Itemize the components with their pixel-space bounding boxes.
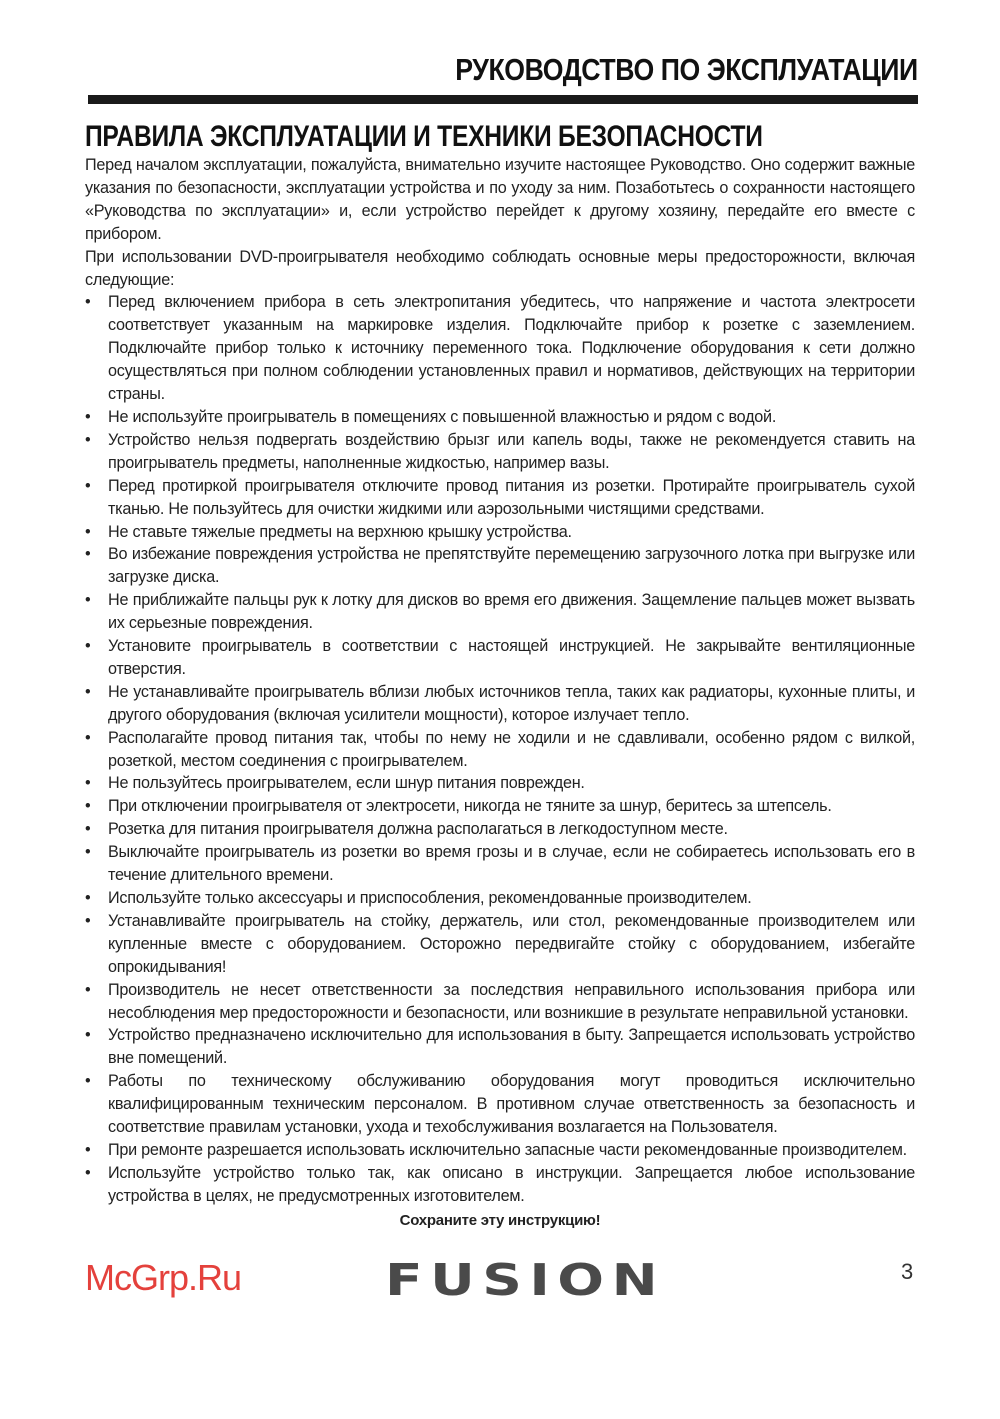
bullet-icon: • [85, 774, 91, 793]
bullet-icon: • [85, 545, 91, 564]
rule-item [85, 681, 915, 727]
rule-item [85, 543, 915, 589]
rule-text: Устанавливайте проигрыватель на стойку, держатель, или стол, рекомендованные производителем или купленные вместе с оборудованием. Осторожно передвигайте стойку с оборудованием, избегайте опрокидывания! [108, 911, 915, 976]
bullet-icon: • [85, 980, 91, 999]
bullet-icon: • [85, 1163, 91, 1182]
rule-text: Во избежание повреждения устройства не препятствуйте перемещению загрузочного лотка при выгрузке или загрузке диска. [108, 545, 915, 587]
page-footer [85, 1255, 915, 1315]
rule-item [85, 521, 915, 544]
bullet-icon: • [85, 911, 91, 930]
rule-text: Производитель не несет ответственности за последствия неправильного использования прибора или несоблюдения мер предосторожности и безопасности, или возникшие в результате неправильной установки. [108, 980, 915, 1022]
rule-text: Устройство нельзя подвергать воздействию брызг или капель воды, также не рекомендуется ставить на проигрыватель предметы, наполненные жидкостью, например вазы. [108, 430, 915, 472]
bullet-icon: • [85, 820, 91, 839]
rule-text: Перед протиркой проигрывателя отключите провод питания из розетки. Протирайте проигрыватель сухой тканью. Не пользуйтесь для очистки жидкими или аэрозольными чистящими средствами. [108, 476, 915, 518]
header-divider [88, 95, 918, 104]
rule-item [85, 818, 915, 841]
bullet-icon: • [85, 407, 91, 426]
rule-item [85, 887, 915, 910]
rule-text: Не ставьте тяжелые предметы на верхнюю крышку устройства. [108, 522, 572, 541]
bullet-icon: • [85, 843, 91, 862]
rule-text: Не используйте проигрыватель в помещениях с повышенной влажностью и рядом с водой. [108, 407, 777, 426]
bullet-icon: • [85, 430, 91, 449]
rule-item [85, 589, 915, 635]
bullet-icon: • [85, 728, 91, 747]
rule-item [85, 772, 915, 795]
rule-item [85, 1070, 915, 1139]
rule-item [85, 1139, 915, 1162]
rule-item [85, 910, 915, 979]
document-body [85, 154, 915, 1233]
rule-item [85, 429, 915, 475]
section-title: ПРАВИЛА ЭКСПЛУАТАЦИИ И ТЕХНИКИ БЕЗОПАСНОСТИ [85, 120, 763, 153]
rule-text: Не приближайте пальцы рук к лотку для дисков во время его движения. Защемление пальцев может вызвать их серьезные повреждения. [108, 591, 915, 633]
rule-text: Используйте устройство только так, как описано в инструкции. Запрещается любое использование устройства в целях, не предусмотренных изготовителем. [108, 1163, 915, 1205]
rule-item [85, 795, 915, 818]
rule-item [85, 635, 915, 681]
rule-text: Не пользуйтесь проигрывателем, если шнур питания поврежден. [108, 774, 585, 793]
fusion-logo: FUSION [385, 1254, 666, 1306]
rule-text: При отключении проигрывателя от электросети, никогда не тяните за шнур, беритесь за штепсель. [108, 797, 832, 816]
rule-item [85, 841, 915, 887]
intro-paragraph: При использовании DVD-проигрывателя необходимо соблюдать основные меры предосторожности, включая следующие: [85, 247, 915, 289]
rule-item [85, 727, 915, 773]
rule-text: При ремонте разрешается использовать исключительно запасные части рекомендованные производителем. [108, 1140, 907, 1159]
bullet-icon: • [85, 476, 91, 495]
bullet-icon: • [85, 682, 91, 701]
running-header: РУКОВОДСТВО ПО ЭКСПЛУАТАЦИИ [455, 52, 918, 87]
rule-item [85, 1024, 915, 1070]
rule-item [85, 1162, 915, 1208]
bullet-icon: • [85, 797, 91, 816]
rule-item [85, 475, 915, 521]
bullet-icon: • [85, 591, 91, 610]
rule-item [85, 406, 915, 429]
bullet-icon: • [85, 1140, 91, 1159]
rule-item [85, 291, 915, 406]
bullet-icon: • [85, 637, 91, 656]
rule-text: Используйте только аксессуары и приспособления, рекомендованные производителем. [108, 889, 752, 907]
rule-item [85, 979, 915, 1025]
rule-text: Устройство предназначено исключительно для использования в быту. Запрещается использовать устройство вне помещений. [108, 1026, 915, 1068]
rule-text: Выключайте проигрыватель из розетки во время грозы и в случае, если не собираетесь использовать его в течение длительного времени. [108, 843, 915, 885]
rule-text: Розетка для питания проигрывателя должна располагаться в легкодоступном месте. [108, 820, 728, 839]
bullet-icon: • [85, 293, 91, 312]
rule-text: Располагайте провод питания так, чтобы по нему не ходили и не сдавливали, особенно рядом с вилкой, розеткой, местом соединения с проигрывателем. [108, 728, 915, 770]
rule-text: Не устанавливайте проигрыватель вблизи любых источников тепла, таких как радиаторы, кухонные плиты, и другого оборудования (включая усилители мощности), которое излучает тепло. [108, 682, 915, 724]
page-number: 3 [901, 1258, 914, 1284]
safety-rules-list [85, 291, 915, 1207]
intro-paragraph: Перед началом эксплуатации, пожалуйста, внимательно изучите настоящее Руководство. Оно содержит важные указания по безопасности, эксплуатации устройства и по уходу за ним. Позаботьтесь о сохранности настоящего «Руководства по эксплуатации» и, если устройство перейдет к другому хозяину, передайте его вместе с прибором. [85, 156, 915, 243]
bullet-icon: • [85, 1072, 91, 1091]
rule-text: Установите проигрыватель в соответствии с настоящей инструкцией. Не закрывайте вентиляционные отверстия. [108, 637, 915, 678]
bullet-icon: • [85, 889, 91, 907]
rule-text: Перед включением прибора в сеть электропитания убедитесь, что напряжение и частота электросети соответствует указанным на маркировке изделия. Подключайте прибор к розетке с заземлением. Подключайте прибор только к источнику переменного тока. Подключение оборудования к сети должно осуществляться при полном соблюдении установленных правил и нормативов, действующих на территории страны. [108, 293, 915, 404]
bullet-icon: • [85, 1026, 91, 1045]
bullet-icon: • [85, 522, 91, 541]
rule-text: Работы по техническому обслуживанию оборудования могут проводиться исключительно квалифицированным техническим персоналом. В противном случае ответственность за безопасность и соответствие правилам установки, ухода и техобслуживания возлагается на Пользователя. [108, 1072, 915, 1137]
watermark: McGrp.Ru [85, 1256, 242, 1298]
closing-note: Сохраните эту инструкцию! [399, 1211, 601, 1229]
